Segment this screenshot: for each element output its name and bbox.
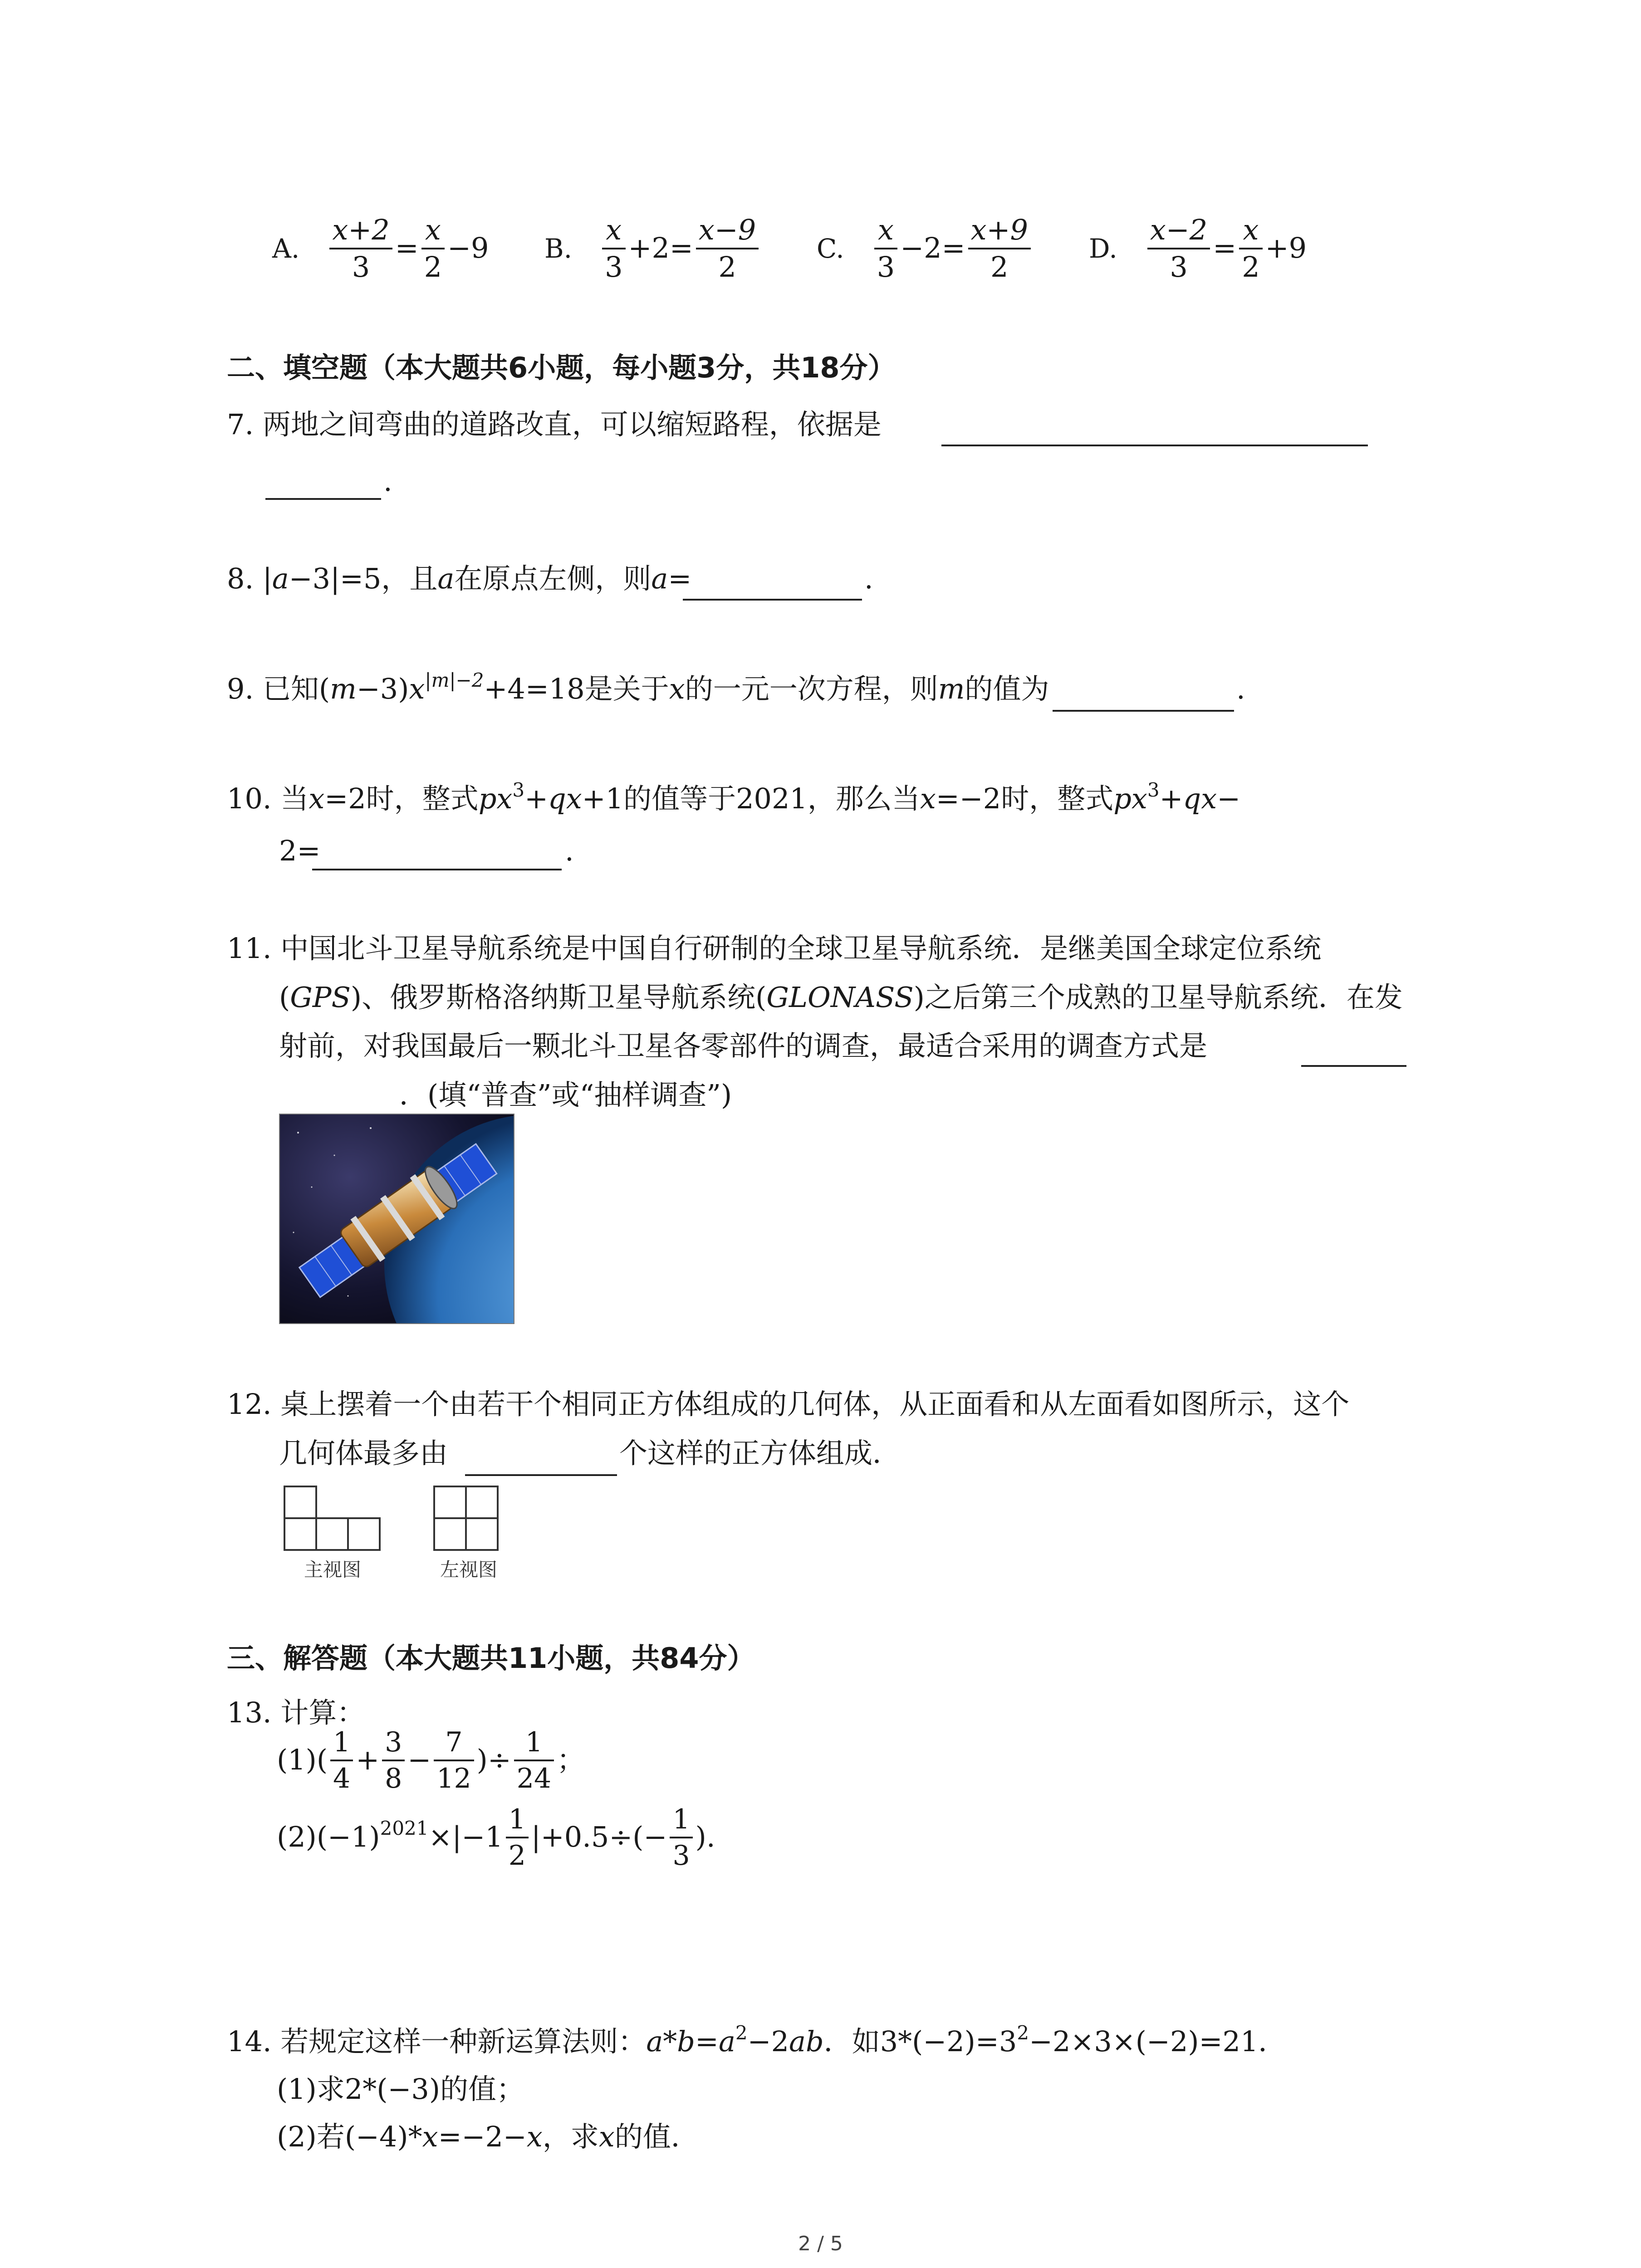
frac-denominator: 8 — [382, 1760, 405, 1792]
var-a: a — [437, 562, 455, 595]
q8-part: = — [668, 562, 692, 595]
term-qx: qx — [548, 782, 582, 815]
q10-end: . — [565, 834, 574, 867]
option-a — [272, 213, 489, 284]
q14-part: ．如3*(−2)=3 — [823, 2025, 1017, 2058]
frac-numerator: x — [425, 213, 441, 246]
operator: +9 — [1265, 231, 1307, 265]
q13-part-2 — [277, 1804, 715, 1872]
frac-denominator: 4 — [330, 1760, 353, 1792]
q14-part: * — [663, 2025, 677, 2058]
exponent: 2021 — [380, 1817, 429, 1840]
expr-part: ×|−1 — [428, 1820, 503, 1854]
operator: −9 — [447, 231, 489, 265]
expr-part: )÷ — [476, 1743, 511, 1777]
abbr-glonass: GLONASS — [766, 981, 914, 1014]
q11-line-1: 11. 中国北斗卫星导航系统是中国自行研制的全球卫星导航系统．是继美国全球定位系统 — [227, 932, 1322, 965]
frac-numerator: x−9 — [698, 213, 756, 246]
q10-part: + — [524, 782, 549, 815]
q14-line-2: (1)求2*(−3)的值； — [277, 2072, 525, 2106]
q8-part: −3|=5，且 — [289, 562, 438, 595]
var-a: a — [651, 562, 668, 595]
q11-line-3: 射前，对我国最后一颗北斗卫星各零部件的调查，最适合采用的调查方式是 — [279, 1029, 1208, 1062]
q14-part: = — [695, 2025, 719, 2058]
front-view-label: 主视图 — [304, 1559, 362, 1581]
q7-answer-blank-1[interactable] — [941, 445, 1368, 446]
q14-part: −2×3×(−2)=21． — [1029, 2025, 1287, 2058]
frac-denominator: 3 — [874, 248, 897, 281]
frac-denominator: 3 — [329, 248, 392, 281]
var-x: x — [669, 672, 685, 705]
frac-denominator: 2 — [696, 248, 759, 281]
q14-part: 14. 若规定这样一种新运算法则： — [227, 2025, 647, 2058]
option-letter: B. — [544, 233, 573, 264]
expr-part: (1)( — [277, 1743, 328, 1777]
cube-square — [433, 1517, 467, 1551]
cube-square — [465, 1486, 499, 1519]
frac-numerator: 7 — [445, 1726, 463, 1758]
q14-part: (2)若(−4)* — [277, 2120, 422, 2153]
operator: = — [395, 231, 419, 265]
q8-text — [227, 562, 692, 595]
q9-part: 的值为 — [965, 672, 1049, 705]
frac-numerator: 1 — [333, 1726, 351, 1758]
frac-numerator: x — [877, 213, 894, 246]
var-m: m — [938, 672, 965, 705]
q7-end: . — [383, 464, 392, 498]
q7-answer-blank-2[interactable] — [265, 498, 381, 500]
q10-part: − — [1217, 782, 1241, 815]
q10-part: 10. 当 — [227, 782, 309, 815]
cube-square — [465, 1517, 499, 1551]
q11-line-2 — [279, 983, 1403, 1012]
frac-numerator: x+9 — [970, 213, 1028, 246]
q9-part: +4=18是关于 — [484, 672, 669, 705]
frac-denominator: 2 — [1239, 248, 1262, 281]
section-3-title: 三、解答题（本大题共11小题，共84分） — [227, 1642, 755, 1675]
operator: − — [407, 1743, 431, 1777]
q12-answer-blank[interactable] — [465, 1474, 617, 1476]
exponent: 2 — [1017, 2022, 1029, 2044]
satellite-image — [279, 1114, 514, 1324]
frac-numerator: x−2 — [1150, 213, 1208, 246]
abbr-gps: GPS — [290, 981, 351, 1014]
satellite-illustration — [280, 1114, 514, 1323]
cube-square — [315, 1517, 349, 1551]
term-px: px — [1113, 782, 1147, 815]
frac-denominator: 3 — [1147, 248, 1210, 281]
left-view-diagram — [433, 1486, 501, 1554]
page-number: 2 / 5 — [798, 2232, 843, 2255]
operator: +2= — [628, 231, 693, 265]
q9-part: 的一元一次方程，则 — [685, 672, 938, 705]
frac-denominator: 3 — [670, 1837, 692, 1869]
q14-line-1 — [227, 2022, 1287, 2058]
option-d — [1089, 213, 1307, 284]
q10-part: + — [1159, 782, 1183, 815]
frac-denominator: 12 — [434, 1760, 474, 1792]
q14-part: =−2− — [438, 2120, 527, 2153]
frac-numerator: 3 — [385, 1726, 402, 1758]
var-x: x — [920, 782, 936, 815]
q6-options — [272, 213, 1361, 299]
q11-part: ( — [279, 981, 290, 1014]
var-a: a — [272, 562, 289, 595]
frac-denominator: 2 — [506, 1837, 529, 1869]
q8-part: 8. | — [227, 562, 272, 595]
q9-end: . — [1236, 672, 1245, 705]
frac-denominator: 24 — [514, 1760, 554, 1792]
expr-part: ； — [557, 1743, 585, 1777]
q14-part: ，求 — [542, 2120, 599, 2153]
q14-line-3 — [277, 2120, 699, 2153]
expr-part: ). — [695, 1820, 715, 1854]
var-a: a — [718, 2025, 735, 2058]
var-x: x — [422, 2120, 438, 2153]
q9-part: 9. 已知( — [227, 672, 330, 705]
cube-square — [284, 1486, 317, 1519]
term-px: px — [478, 782, 513, 815]
operator: = — [1213, 231, 1237, 265]
q10-answer-blank[interactable] — [312, 869, 562, 870]
option-letter: D. — [1089, 233, 1117, 264]
q11-part: )之后第三个成熟的卫星导航系统．在发 — [913, 981, 1403, 1014]
left-view-label: 左视图 — [440, 1559, 498, 1581]
var-m: m — [330, 672, 357, 705]
exponent: 3 — [1147, 779, 1160, 801]
var-b: b — [677, 2025, 695, 2058]
q14-part: −2 — [747, 2025, 789, 2058]
term-qx: qx — [1183, 782, 1217, 815]
exponent: 3 — [512, 779, 525, 801]
operator: + — [356, 1743, 380, 1777]
var-x: x — [409, 672, 425, 705]
operator: −2= — [900, 231, 965, 265]
option-letter: A. — [272, 233, 300, 264]
var-x: x — [598, 2120, 615, 2153]
q10-line-1 — [227, 779, 1241, 815]
q12-line-2b: 个这样的正方体组成． — [619, 1437, 901, 1470]
q8-part: 在原点左侧，则 — [454, 562, 652, 595]
q11-line-4: ．(填“普查”或“抽样调查”) — [399, 1078, 732, 1111]
q12-line-2a: 几何体最多由 — [279, 1437, 448, 1470]
section-2-title: 二、填空题（本大题共6小题，每小题3分，共18分） — [227, 351, 896, 384]
q8-end: . — [864, 562, 873, 595]
q9-answer-blank[interactable] — [1053, 710, 1234, 712]
q10-part: =2时，整式 — [324, 782, 479, 815]
q11-answer-blank-1[interactable] — [1301, 1065, 1406, 1067]
expr-part: |+0.5÷(− — [531, 1820, 667, 1854]
frac-numerator: x — [1243, 213, 1259, 246]
frac-denominator: 2 — [968, 248, 1031, 281]
option-b — [544, 213, 761, 284]
var-x: x — [526, 2120, 543, 2153]
cube-square — [433, 1486, 467, 1519]
frac-denominator: 2 — [421, 248, 445, 281]
option-c — [817, 213, 1034, 284]
q12-line-1: 12. 桌上摆着一个由若干个相同正方体组成的几何体，从正面看和从左面看如图所示，这个 — [227, 1388, 1350, 1421]
front-view-diagram — [284, 1486, 383, 1554]
q13-part-1 — [277, 1726, 585, 1794]
q14-part: 的值． — [614, 2120, 699, 2153]
cube-square — [284, 1517, 317, 1551]
expr-part: (2)(−1) — [277, 1820, 380, 1854]
frac-denominator: 3 — [602, 248, 625, 281]
cube-square — [347, 1517, 381, 1551]
q9-part: −3) — [356, 672, 409, 705]
q10-part: +1的值等于2021，那么当 — [582, 782, 920, 815]
frac-numerator: 1 — [508, 1804, 526, 1835]
frac-numerator: x — [606, 213, 622, 246]
frac-numerator: x+2 — [332, 213, 390, 246]
exponent: |m|−2 — [425, 669, 484, 691]
option-letter: C. — [817, 233, 844, 264]
frac-numerator: 1 — [525, 1726, 543, 1758]
term-ab: ab — [789, 2025, 824, 2058]
q9-text — [227, 669, 1049, 705]
var-a: a — [646, 2025, 663, 2058]
exponent: 2 — [735, 2022, 748, 2044]
frac-numerator: 1 — [672, 1804, 690, 1835]
var-x: x — [309, 782, 325, 815]
q7-text: 7. 两地之间弯曲的道路改直，可以缩短路程，依据是 — [227, 408, 882, 441]
q10-part: =−2时，整式 — [936, 782, 1114, 815]
q11-part: )、俄罗斯格洛纳斯卫星导航系统( — [350, 981, 767, 1014]
q13-title: 13. 计算： — [227, 1696, 365, 1729]
q8-answer-blank[interactable] — [683, 599, 862, 601]
q10-line-2: 2= — [279, 834, 321, 867]
